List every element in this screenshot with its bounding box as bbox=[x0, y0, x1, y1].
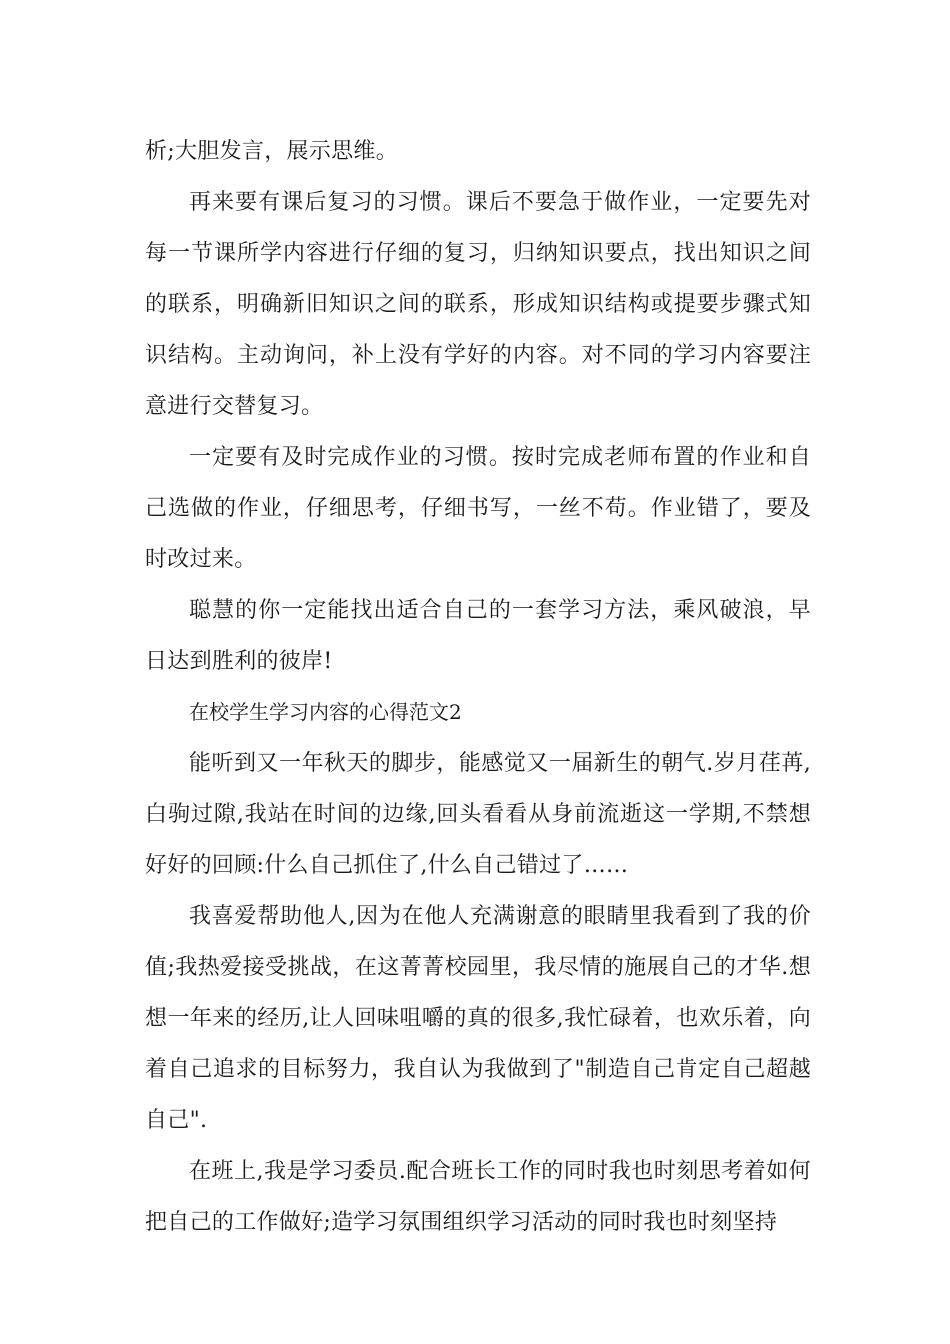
paragraph-closing: 聪慧的你一定能找出适合自己的一套学习方法，乘风破浪，早日达到胜利的彼岸! bbox=[145, 598, 811, 674]
section-heading: 在校学生学习内容的心得范文2 bbox=[189, 700, 462, 724]
document-page bbox=[145, 126, 811, 1248]
paragraph-continuation: 析;大胆发言，展示思维。 bbox=[145, 139, 399, 164]
paragraph-helping-others: 我喜爱帮助他人,因为在他人充满谢意的眼睛里我看到了我的价值;我热爱接受挑战，在这菁菁校园里，我尽情的施展自己的才华.想想一年来的经历,让人回味咀嚼的真的很多,我忙碌着，也欢乐着，向着自己追求的目标努力，我自认为我做到了"制造自己肯定自己超越自己". bbox=[145, 904, 811, 1133]
paragraph-autumn: 能听到又一年秋天的脚步，能感觉又一届新生的朝气.岁月荏苒,白驹过隙,我站在时间的边缘,回头看看从身前流逝这一学期,不禁想好好的回顾:什么自己抓住了,什么自己错过了…… bbox=[145, 751, 811, 878]
paragraph-review-habit: 再来要有课后复习的习惯。课后不要急于做作业，一定要先对每一节课所学内容进行仔细的复习，归纳知识要点，找出知识之间的联系，明确新旧知识之间的联系，形成知识结构或提要步骤式知识结构。主动询问，补上没有学好的内容。对不同的学习内容要注意进行交替复习。 bbox=[145, 190, 811, 419]
paragraph-homework-habit: 一定要有及时完成作业的习惯。按时完成老师布置的作业和自己选做的作业，仔细思考，仔细书写，一丝不苟。作业错了，要及时改过来。 bbox=[145, 445, 811, 572]
paragraph-study-committee: 在班上,我是学习委员.配合班长工作的同时我也时刻思考着如何把自己的工作做好;造学习氛围组织学习活动的同时我也时刻坚持 bbox=[145, 1159, 811, 1235]
